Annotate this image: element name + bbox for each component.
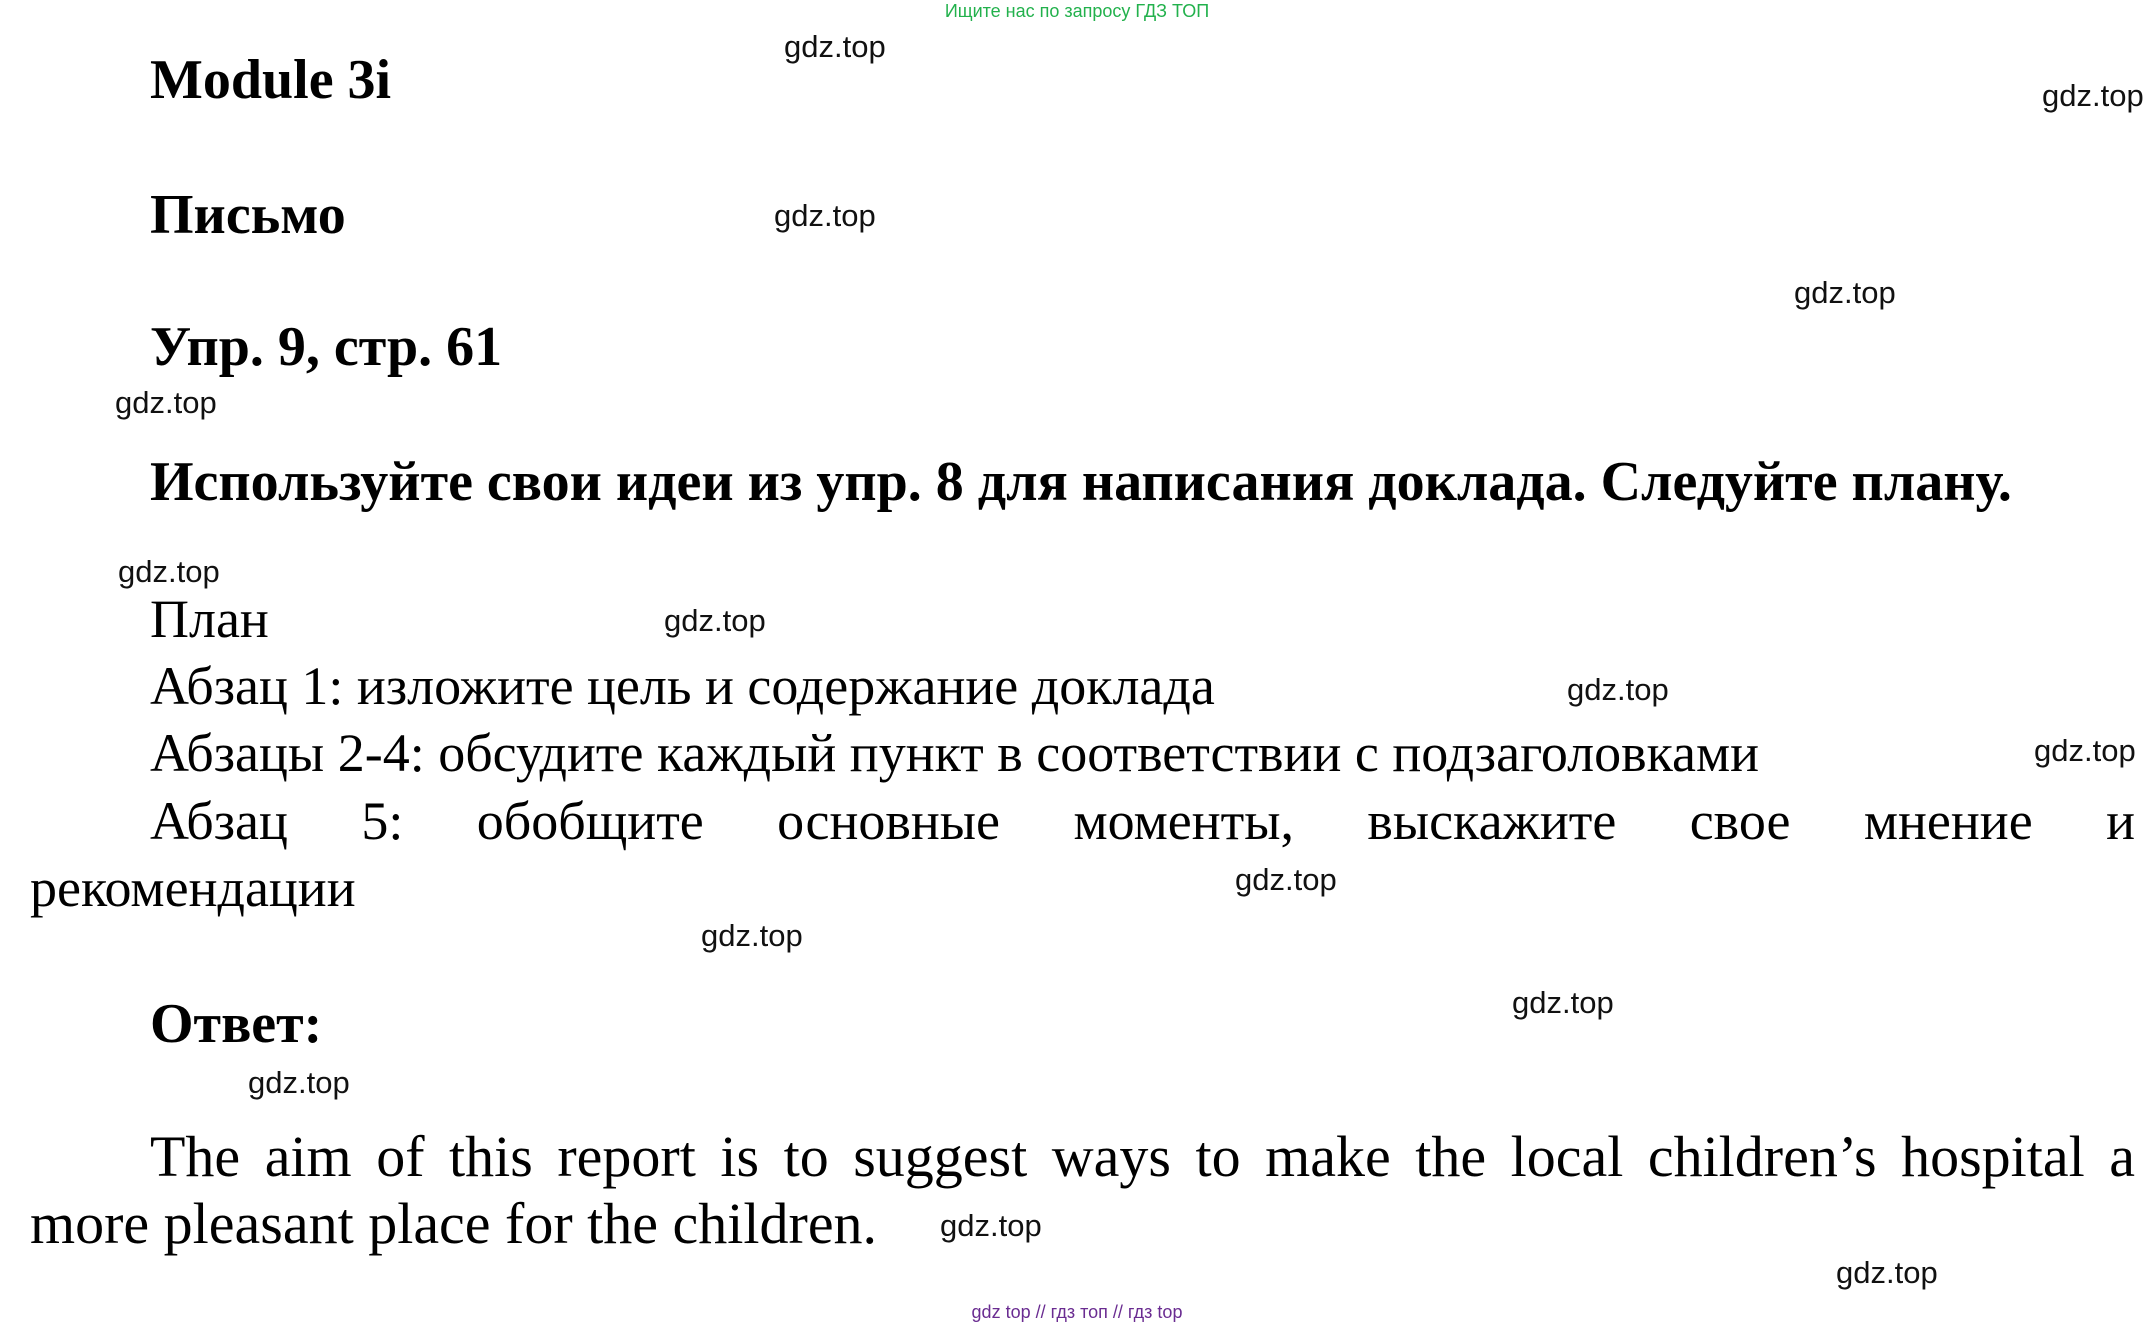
watermark: gdz.top bbox=[940, 1208, 1042, 1243]
answer-word: report bbox=[557, 1124, 696, 1189]
plan-word: обобщите bbox=[476, 791, 704, 851]
watermark: gdz.top bbox=[1836, 1255, 1938, 1290]
watermark: gdz.top bbox=[115, 385, 217, 420]
plan-word: Абзац bbox=[150, 791, 288, 851]
plan-paragraph-5 bbox=[150, 790, 2135, 852]
plan-paragraphs-2-4: Абзацы 2-4: обсудите каждый пункт в соответствии с подзаголовками bbox=[150, 723, 1760, 783]
watermark: gdz.top bbox=[784, 29, 886, 64]
answer-line-2: more pleasant place for the children. bbox=[30, 1191, 878, 1256]
bottom-banner: gdz top // гдз топ // гдз top bbox=[971, 1302, 1183, 1322]
answer-word: local bbox=[1510, 1124, 1624, 1189]
module-title: Module 3i bbox=[150, 49, 392, 111]
plan-word: мнение bbox=[1863, 791, 2033, 851]
answer-word: the bbox=[1415, 1124, 1487, 1189]
watermark: gdz.top bbox=[774, 198, 876, 233]
top-banner: Ищите нас по запросу ГДЗ ТОП bbox=[944, 1, 1210, 21]
answer-word: a bbox=[2109, 1124, 2135, 1189]
answer-word: to bbox=[783, 1124, 829, 1189]
watermark: gdz.top bbox=[248, 1065, 350, 1100]
watermark: gdz.top bbox=[1567, 672, 1669, 707]
answer-word: is bbox=[720, 1124, 760, 1189]
answer-word: aim bbox=[264, 1124, 352, 1189]
watermark: gdz.top bbox=[664, 603, 766, 638]
answer-word: ways bbox=[1051, 1124, 1171, 1189]
task-instruction: Используйте свои идеи из упр. 8 для написания доклада. Следуйте плану. bbox=[150, 451, 2012, 513]
answer-word: The bbox=[150, 1124, 241, 1189]
watermark: gdz.top bbox=[701, 918, 803, 953]
plan-word: выскажите bbox=[1367, 791, 1617, 851]
answer-word: this bbox=[449, 1124, 533, 1189]
watermark: gdz.top bbox=[1512, 985, 1614, 1020]
section-title: Письмо bbox=[150, 184, 346, 246]
watermark: gdz.top bbox=[1794, 275, 1896, 310]
answer-word: children’s bbox=[1647, 1124, 1877, 1189]
plan-word: основные bbox=[777, 791, 1001, 851]
watermark: gdz.top bbox=[1235, 862, 1337, 897]
answer-label: Ответ: bbox=[150, 993, 323, 1055]
plan-paragraph-1: Абзац 1: изложите цель и содержание доклада bbox=[150, 656, 1215, 716]
plan-title: План bbox=[150, 589, 269, 649]
plan-word: 5: bbox=[361, 791, 404, 851]
watermark: gdz.top bbox=[2042, 78, 2144, 113]
answer-line-1 bbox=[150, 1123, 2135, 1190]
answer-word: of bbox=[376, 1124, 425, 1189]
answer-word: make bbox=[1265, 1124, 1391, 1189]
plan-word: моменты, bbox=[1073, 791, 1294, 851]
answer-word: suggest bbox=[853, 1124, 1028, 1189]
plan-word: и bbox=[2106, 791, 2135, 851]
watermark: gdz.top bbox=[2034, 733, 2136, 768]
exercise-ref: Упр. 9, стр. 61 bbox=[150, 316, 503, 378]
plan-paragraph-5-continuation: рекомендации bbox=[30, 858, 356, 918]
answer-word: to bbox=[1195, 1124, 1241, 1189]
answer-word: hospital bbox=[1901, 1124, 2085, 1189]
watermark: gdz.top bbox=[118, 554, 220, 589]
plan-word: свое bbox=[1689, 791, 1791, 851]
